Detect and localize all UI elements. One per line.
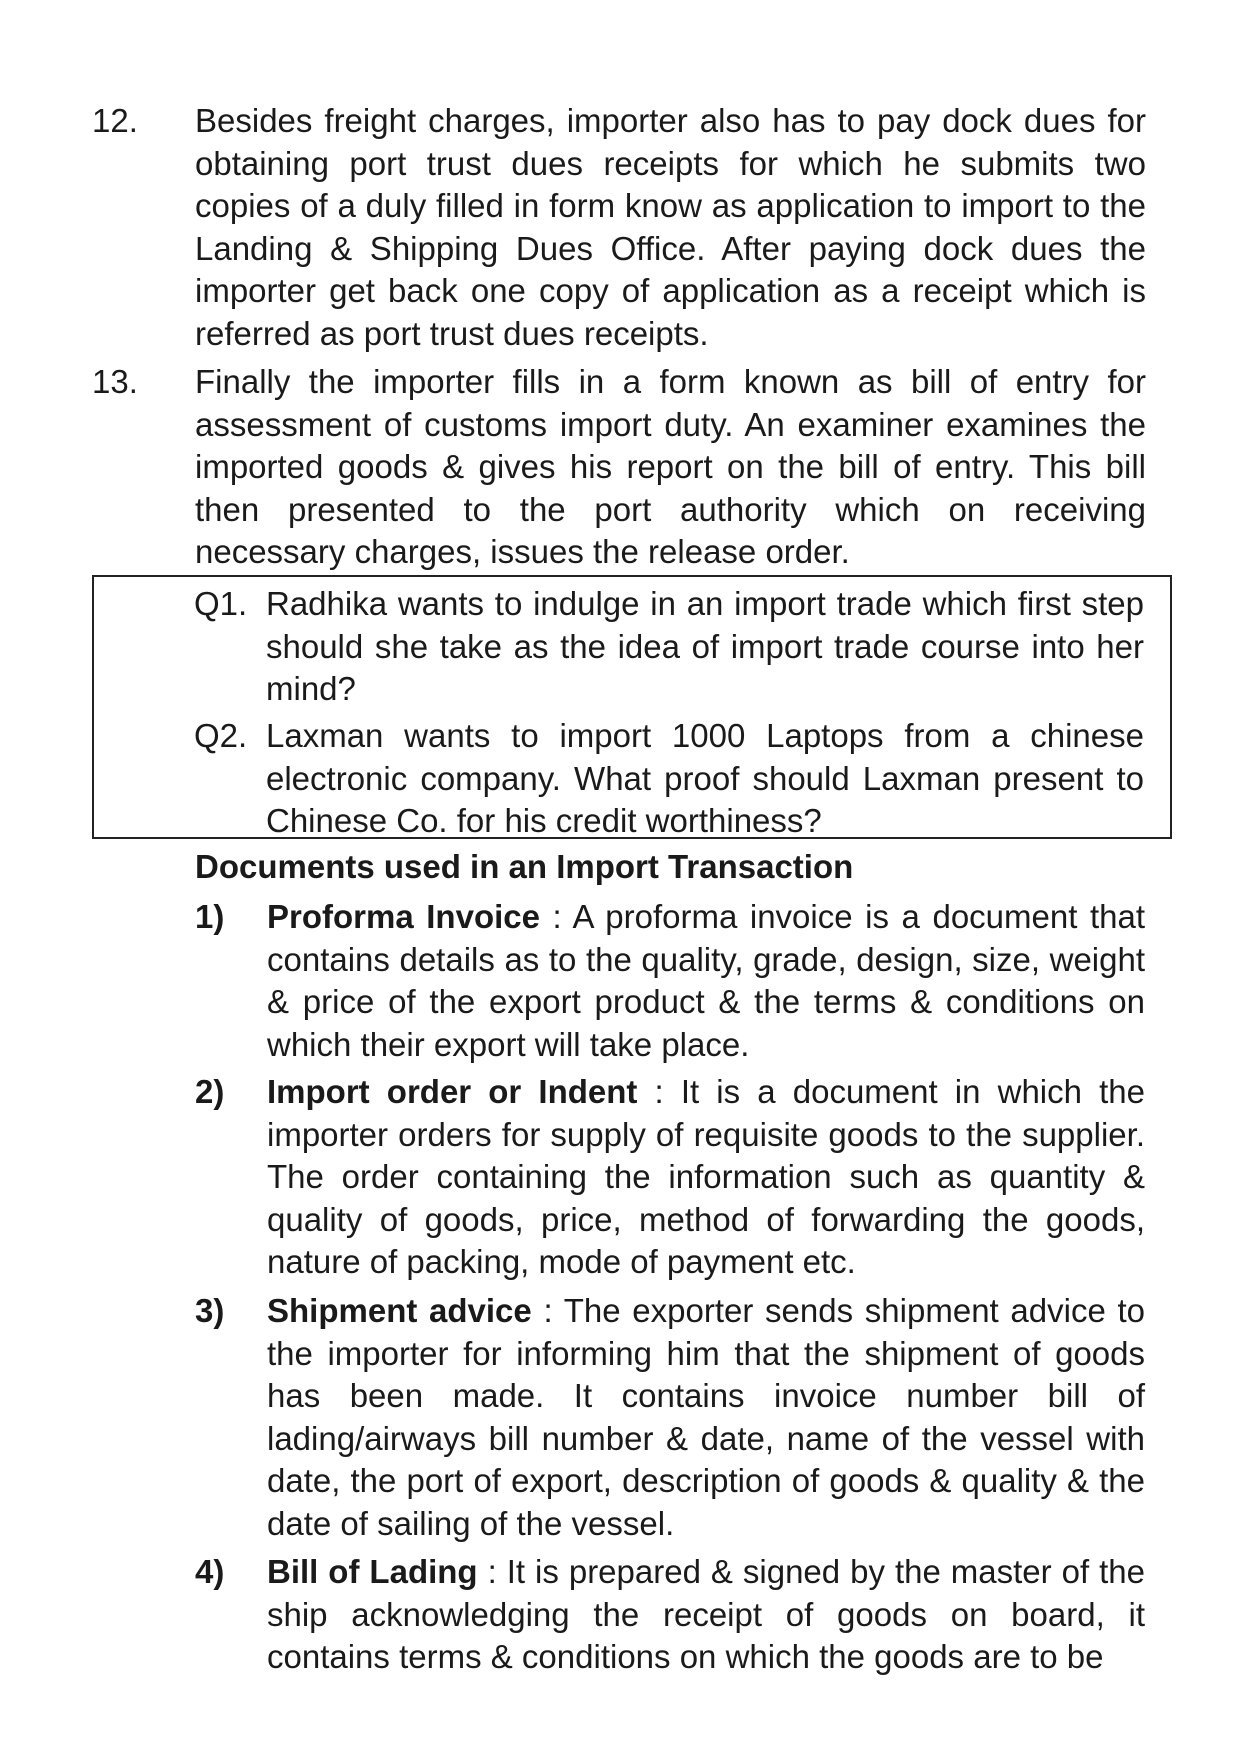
document-number: 3)	[195, 1292, 225, 1329]
document-item-import-order	[195, 1071, 1145, 1284]
section-heading: Documents used in an Import Transaction	[195, 848, 854, 885]
question-number: Q2.	[194, 717, 248, 754]
document-text: A proforma invoice is a document that contains details as to the quality, grade, design, size, weight & price of the export product & the terms & conditions on which their export will take place.	[267, 898, 1146, 1063]
question-text: Radhika wants to indulge in an import trade which first step should she take as the idea of import trade course into her mind?	[266, 585, 1144, 707]
document-separator: :	[531, 1292, 564, 1329]
document-number: 1)	[195, 898, 225, 935]
point-text: Besides freight charges, importer also has to pay dock dues for obtaining port trust dues receipts for which he submits two copies of a duly filled in form know as application to import to the Landing & Shipping Dues Office. After paying dock dues the importer get back one copy of application as a receipt which is referred as port trust dues receipts.	[195, 102, 1146, 352]
point-number: 12.	[92, 102, 138, 139]
point-12	[92, 100, 1146, 355]
document-term: Proforma Invoice	[267, 898, 540, 935]
document-separator: :	[539, 898, 573, 935]
question-1	[194, 583, 1144, 711]
document-text: It is prepared & signed by the master of the ship acknowledging the receipt of goods on board, it contains terms & conditions on which the goods are to be	[267, 1553, 1145, 1675]
point-13	[92, 361, 1146, 574]
document-item-proforma-invoice	[195, 896, 1145, 1066]
document-term: Bill of Lading	[267, 1553, 478, 1590]
document-text: The exporter sends shipment advice to the importer for informing him that the shipment of goods has been made. It contains invoice number bill of lading/airways bill number & date, name of the vessel with date, the port of export, description of goods & quality & the date of sailing of the vessel.	[267, 1292, 1146, 1542]
question-number: Q1.	[194, 585, 248, 622]
document-text: It is a document in which the importer orders for supply of requisite goods to the supplier. The order containing the information such as quantity & quality of goods, price, method of forwarding the goods, nature of packing, mode of payment etc.	[267, 1073, 1145, 1280]
document-term: Shipment advice	[267, 1292, 532, 1329]
document-separator: :	[637, 1073, 681, 1110]
point-number: 13.	[92, 363, 138, 400]
point-text: Finally the importer fills in a form known as bill of entry for assessment of customs import duty. An examiner examines the imported goods & gives his report on the bill of entry. This bill then presented to the port authority which on receiving necessary charges, issues the release order.	[195, 363, 1146, 570]
document-item-shipment-advice	[195, 1290, 1145, 1545]
document-number: 2)	[195, 1073, 225, 1110]
question-text: Laxman wants to import 1000 Laptops from a chinese electronic company. What proof should Laxman present to Chinese Co. for his credit worthiness?	[266, 717, 1144, 839]
document-number: 4)	[195, 1553, 225, 1590]
questions-box	[92, 575, 1172, 839]
document-term: Import order or Indent	[267, 1073, 638, 1110]
document-separator: :	[477, 1553, 507, 1590]
document-item-bill-of-lading	[195, 1551, 1145, 1679]
question-2	[194, 715, 1144, 843]
